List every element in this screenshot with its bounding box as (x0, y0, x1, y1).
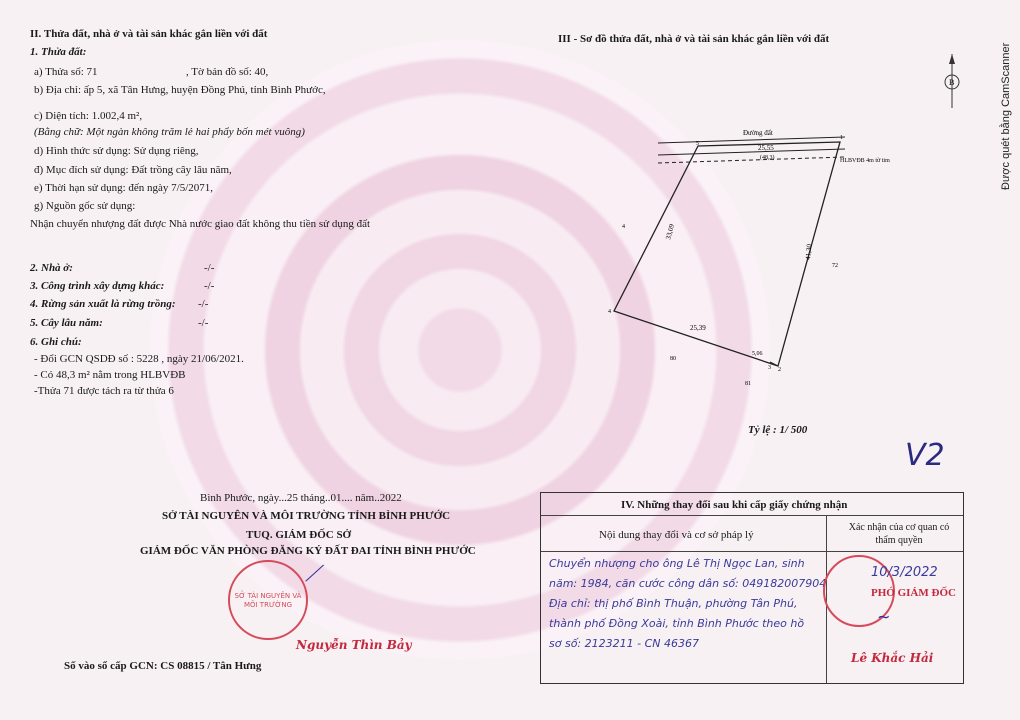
neighbor-4: 4 (622, 224, 625, 230)
usage-purpose: đ) Mục đích sử dụng: Đất trồng cây lâu năm, (34, 164, 232, 176)
vertex-5: 5 (696, 141, 699, 147)
note-3: -Thửa 71 được tách ra từ thửa 6 (34, 385, 174, 397)
confirm-role: PHÓ GIÁM ĐỐC (871, 587, 956, 599)
address: b) Địa chỉ: ấp 5, xã Tân Hưng, huyện Đồng Phú, tỉnh Bình Phước, (34, 84, 326, 96)
area-in-words: (Bằng chữ: Một ngàn không trăm lẻ hai phẩy bốn mét vuông) (34, 126, 305, 138)
change-line-4: thành phố Đồng Xoài, tỉnh Bình Phước theo hồ (549, 617, 805, 630)
other-construction-value: -/- (204, 280, 215, 292)
camscanner-watermark: Được quét bằng CamScanner (1000, 42, 1012, 190)
land-plot-heading: 1. Thửa đất: (30, 46, 87, 58)
issue-date: Bình Phước, ngày...25 tháng..01.... năm..2022 (200, 492, 402, 504)
handwritten-v2: V2 (905, 438, 945, 473)
signer-name: Nguyễn Thìn Bảy (296, 638, 412, 652)
tuq-director: TUQ. GIÁM ĐỐC SỞ (246, 529, 352, 541)
plantation-forest-heading: 4. Rừng sản xuất là rừng trồng: (30, 298, 176, 310)
perennial-trees-value: -/- (198, 317, 209, 329)
house-heading: 2. Nhà ở: (30, 262, 73, 274)
dim-corner: 5,06 (752, 351, 763, 357)
change-line-3: Địa chỉ: thị phố Bình Thuận, phường Tân Phú, (549, 597, 798, 610)
certificate-book-number: Số vào sổ cấp GCN: CS 08815 / Tân Hưng (64, 660, 262, 672)
other-construction-heading: 3. Công trình xây dựng khác: (30, 280, 165, 292)
changes-title: IV. Những thay đổi sau khi cấp giấy chứng nhận (621, 499, 848, 511)
note-1: - Đổi GCN QSDĐ số : 5228 , ngày 21/06/2021. (34, 353, 244, 365)
neighbor-72: 72 (832, 263, 838, 269)
change-line-5: sơ số: 2123211 - CN 46367 (549, 637, 699, 650)
dim-bottom: 25,39 (690, 324, 706, 332)
signature-scribble-1: ⟋ (305, 562, 321, 587)
plantation-forest-value: -/- (198, 298, 209, 310)
neighbor-81: 81 (745, 381, 751, 387)
section-iii-title: III - Sơ đồ thửa đất, nhà ở và tài sản khác gắn liền với đất (558, 33, 830, 45)
map-sheet-number: , Tờ bản đồ số: 40, (186, 66, 269, 78)
confirm-date: 10/3/2022 (871, 565, 938, 580)
scale-label: Tỷ lệ : 1/ 500 (748, 424, 808, 436)
dim-left: 33,09 (664, 223, 677, 241)
change-line-1: Chuyển nhượng cho ông Lê Thị Ngọc Lan, sinh (549, 557, 805, 570)
changes-col-content: Nội dung thay đổi và cơ sở pháp lý (599, 529, 754, 541)
road-label: Đường đất (743, 129, 773, 137)
section-ii-title: II. Thửa đất, nhà ở và tài sản khác gắn liền với đất (30, 28, 268, 40)
neighbor-80: 80 (670, 356, 676, 362)
usage-form: d) Hình thức sử dụng: Sử dụng riêng, (34, 145, 199, 157)
note-2: - Có 48,3 m² nằm trong HLBVĐB (34, 369, 186, 381)
confirm-signature: ∼ (877, 607, 891, 626)
changes-table (540, 492, 964, 684)
changes-col-confirm: Xác nhận của cơ quan có thẩm quyền (848, 522, 950, 546)
area: c) Diện tích: 1.002,4 m², (34, 110, 143, 122)
department-name: SỞ TÀI NGUYÊN VÀ MÔI TRƯỜNG TỈNH BÌNH PHƯỚC (162, 510, 451, 522)
dim-top: 25,55 (758, 144, 774, 152)
vertex-2: 2 (778, 367, 781, 373)
vertex-1: 1 (840, 135, 843, 141)
compass-icon (940, 52, 964, 112)
house-value: -/- (204, 262, 215, 274)
notes-heading: 6. Ghi chú: (30, 336, 82, 348)
vertex-3: 3 (768, 365, 771, 371)
office-director: GIÁM ĐỐC VĂN PHÒNG ĐĂNG KÝ ĐẤT ĐAI TỈNH BÌNH PHƯỚC (140, 545, 476, 557)
usage-origin-text: Nhận chuyển nhượng đất được Nhà nước giao đất không thu tiền sử dụng đất (30, 218, 371, 230)
usage-term: e) Thời hạn sử dụng: đến ngày 7/5/2071, (34, 182, 213, 194)
svg-text:B: B (949, 78, 955, 87)
official-stamp: SỞ TÀI NGUYÊN VÀ MÔI TRƯỜNG (228, 560, 308, 640)
confirm-name: Lê Khắc Hải (851, 651, 934, 665)
change-line-2: năm: 1984, căn cước công dân số: 049182007904 (549, 577, 827, 590)
dim-right: 41,30 (804, 243, 814, 261)
dim-road-area: (48,3) (760, 155, 775, 161)
usage-origin: g) Nguồn gốc sử dụng: (34, 200, 136, 212)
perennial-trees-heading: 5. Cây lâu năm: (30, 317, 103, 329)
plot-number: a) Thửa số: 71 (34, 66, 98, 78)
plot-diagram (600, 55, 900, 425)
hlbvdb-label: HLBVĐB 4m từ tim (840, 158, 890, 164)
vertex-4: 4 (608, 309, 611, 315)
